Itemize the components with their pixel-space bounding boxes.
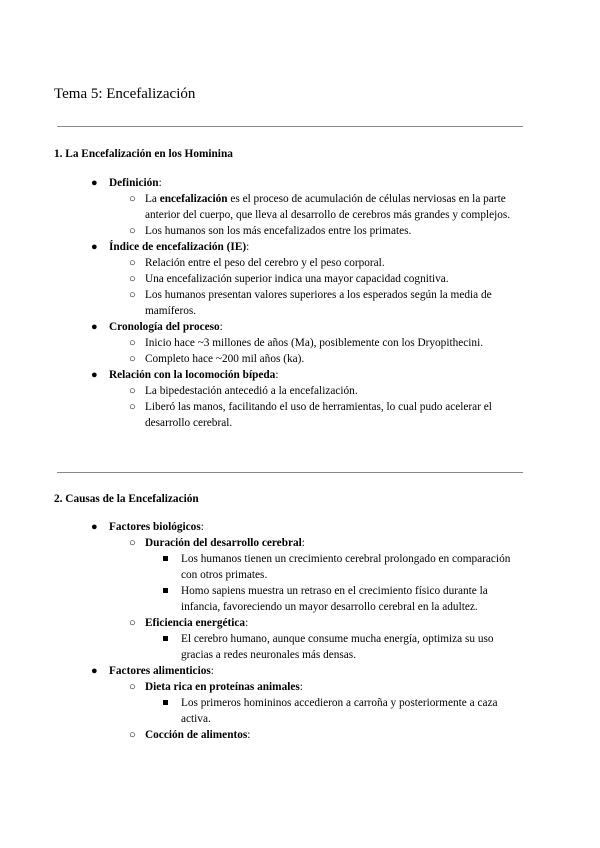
square-bullet-icon [163,631,168,647]
filled-bullet-icon: ● [91,177,98,189]
document-title: Tema 5: Encefalización [54,86,196,102]
section-heading-1: 1. La Encefalización en los Hominina [54,148,233,160]
hollow-bullet-icon: ○ [129,537,136,549]
list-item: ○ Relación entre el peso del cerebro y el peso corporal. [129,257,385,269]
hollow-bullet-icon: ○ [129,257,136,269]
horizontal-divider [57,472,523,473]
hollow-bullet-icon: ○ [129,385,136,397]
list-item: El cerebro humano, aunque consume mucha energía, optimiza su uso gracias a redes neuronales más densas. [0,631,525,663]
hollow-bullet-icon: ○ [129,353,136,365]
list-item: ○ Completo hace ~200 mil años (ka). [129,353,305,365]
list-item: ● Cronología del proceso: [91,321,223,333]
list-item: ○ Eficiencia energética: [129,617,249,629]
list-item: ○ Inicio hace ~3 millones de años (Ma), posiblemente con los Dryopithecini. [129,337,484,349]
hollow-bullet-icon: ○ [129,337,136,349]
list-item: ○ Liberó las manos, facilitando el uso de herramientas, lo cual pudo acelerar el desarrollo cerebral. [129,401,492,429]
list-item: Homo sapiens muestra un retraso en el crecimiento físico durante la infancia, favoreciendo un mayor desarrollo cerebral en la adultez. [0,583,525,615]
square-bullet-icon [163,695,168,711]
filled-bullet-icon: ● [91,369,98,381]
list-item: ● Índice de encefalización (IE): [91,241,250,253]
list-item: Los humanos tienen un crecimiento cerebral prolongado en comparación con otros primates. [0,551,525,583]
list-item: ○ La encefalización es el proceso de acumulación de células nerviosas en la parte anterior del cuerpo, que lleva al desarrollo de cerebros más grandes y complejos. [129,193,511,221]
filled-bullet-icon: ● [91,321,98,333]
list-item: ● Definición: [91,177,162,189]
filled-bullet-icon: ● [91,241,98,253]
hollow-bullet-icon: ○ [129,617,136,629]
section-1-content [0,175,600,431]
hollow-bullet-icon: ○ [129,273,136,285]
hollow-bullet-icon: ○ [129,681,136,693]
square-bullet-icon [163,583,168,599]
hollow-bullet-icon: ○ [129,225,136,237]
filled-bullet-icon: ● [91,665,98,677]
list-item: ○ Los humanos son los más encefalizados entre los primates. [129,225,412,237]
hollow-bullet-icon: ○ [129,729,136,741]
section-2-content [0,519,600,743]
list-item: ○ Los humanos presentan valores superiores a los esperados según la media de mamíferos. [129,289,492,317]
list-item: ○ Dieta rica en proteínas animales: [129,681,303,693]
list-item: ● Factores alimenticios: [91,665,214,677]
list-item: ○ La bipedestación antecedió a la encefalización. [129,385,358,397]
filled-bullet-icon: ● [91,521,98,533]
horizontal-divider [57,126,523,127]
list-item: ○ Cocción de alimentos: [129,729,251,741]
hollow-bullet-icon: ○ [129,289,136,301]
square-bullet-icon [163,551,168,567]
list-item: Los primeros homininos accedieron a carroña y posteriormente a caza activa. [0,695,525,727]
section-heading-2: 2. Causas de la Encefalización [54,493,199,505]
list-item: ○ Duración del desarrollo cerebral: [129,537,305,549]
list-item: ○ Una encefalización superior indica una mayor capacidad cognitiva. [129,273,449,285]
list-item: ● Factores biológicos: [91,521,204,533]
list-item: ● Relación con la locomoción bípeda: [91,369,279,381]
hollow-bullet-icon: ○ [129,401,136,413]
hollow-bullet-icon: ○ [129,193,136,205]
